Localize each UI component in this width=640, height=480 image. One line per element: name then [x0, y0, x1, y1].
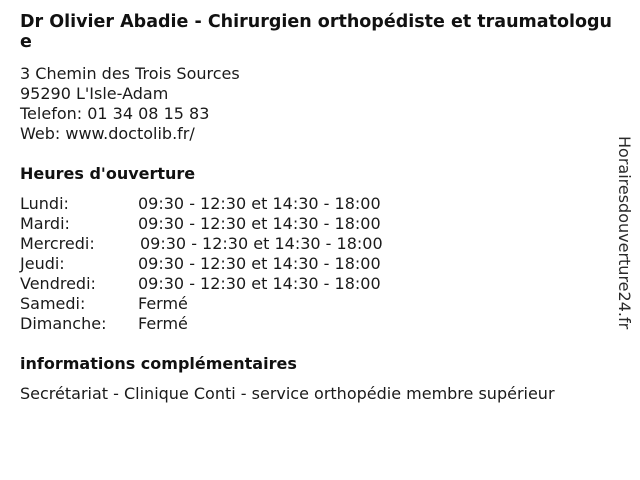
day-label: Samedi:	[20, 294, 86, 313]
page-title: Dr Olivier Abadie - Chirurgien orthopédiste et traumatologue	[20, 12, 613, 52]
additional-info-text: Secrétariat - Clinique Conti - service orthopédie membre supérieur	[20, 384, 555, 403]
day-label: Mercredi:	[20, 234, 95, 253]
address-street: 3 Chemin des Trois Sources	[20, 64, 240, 83]
opening-hours-heading: Heures d'ouverture	[20, 164, 196, 183]
hours-value: 09:30 - 12:30 et 14:30 - 18:00	[140, 234, 383, 253]
day-label: Lundi:	[20, 194, 69, 213]
day-label: Mardi:	[20, 214, 70, 233]
contact-block	[20, 64, 240, 144]
address-city: 95290 L'Isle-Adam	[20, 84, 169, 103]
day-label: Vendredi:	[20, 274, 96, 293]
hours-value: 09:30 - 12:30 et 14:30 - 18:00	[138, 194, 381, 213]
site-watermark: Horairesdouverture24.fr	[615, 136, 634, 330]
day-label: Dimanche:	[20, 314, 107, 333]
hours-value: Fermé	[138, 314, 188, 333]
additional-info-heading: informations complémentaires	[20, 354, 297, 373]
website-link[interactable]: Web: www.doctolib.fr/	[20, 124, 195, 143]
hours-value: 09:30 - 12:30 et 14:30 - 18:00	[138, 254, 381, 273]
hours-value: 09:30 - 12:30 et 14:30 - 18:00	[138, 274, 381, 293]
hours-value: 09:30 - 12:30 et 14:30 - 18:00	[138, 214, 381, 233]
phone-number: Telefon: 01 34 08 15 83	[20, 104, 210, 123]
hours-value: Fermé	[138, 294, 188, 313]
day-label: Jeudi:	[20, 254, 65, 273]
